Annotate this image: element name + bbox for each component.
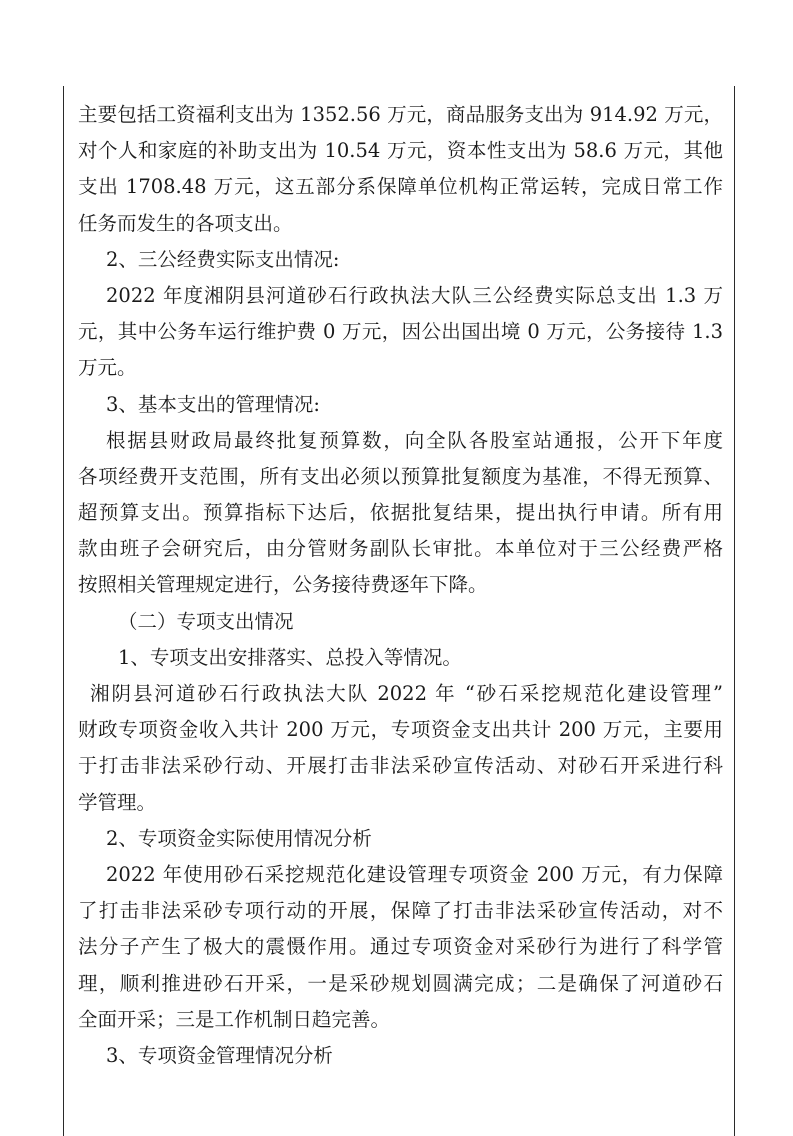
text-line: 超预算支出。预算指标下达后，依据批复结果，提出执行申请。所有用 bbox=[78, 501, 723, 525]
section-heading: 3、基本支出的管理情况: bbox=[106, 392, 320, 416]
text-line: 主要包括工资福利支出为 1352.56 万元，商品服务支出为 914.92 万元， bbox=[78, 103, 723, 126]
section-heading: 1、专项支出安排落实、总投入等情况。 bbox=[118, 645, 462, 669]
text-line: 各项经费开支范围，所有支出必须以预算批复额度为基准，不得无预算、 bbox=[78, 464, 723, 488]
document-body bbox=[78, 97, 723, 1074]
text-line: 2022 年使用砂石采挖规范化建设管理专项资金 200 万元，有力保障 bbox=[106, 862, 723, 886]
text-line: 2022 年度湘阴县河道砂石行政执法大队三公经费实际总支出 1.3 万 bbox=[106, 283, 723, 307]
text-line: 根据县财政局最终批复预算数，向全队各股室站通报，公开下年度 bbox=[106, 428, 723, 452]
text-line: 全面开采；三是工作机制日趋完善。 bbox=[78, 1007, 391, 1031]
text-line: 万元。 bbox=[78, 356, 137, 380]
text-line: 财政专项资金收入共计 200 万元，专项资金支出共计 200 万元，主要用 bbox=[78, 718, 723, 742]
text-line: 支出 1708.48 万元，这五部分系保障单位机构正常运转，完成日常工作 bbox=[78, 175, 723, 199]
text-line: 元，其中公务车运行维护费 0 万元，因公出国出境 0 万元，公务接待 1.3 bbox=[78, 320, 723, 344]
text-line: 湘阴县河道砂石行政执法大队 2022 年 “砂石采挖规范化建设管理” bbox=[90, 682, 723, 705]
text-line: 款由班子会研究后，由分管财务副队长审批。本单位对于三公经费严格 bbox=[78, 537, 723, 561]
text-line: 对个人和家庭的补助支出为 10.54 万元，资本性支出为 58.6 万元，其他 bbox=[78, 139, 723, 163]
text-line: 按照相关管理规定进行，公务接待费逐年下降。 bbox=[78, 573, 488, 597]
section-heading: 3、专项资金管理情况分析 bbox=[106, 1043, 333, 1067]
text-line: 法分子产生了极大的震慑作用。通过专项资金对采砂行为进行了科学管 bbox=[78, 935, 723, 959]
text-line: 学管理。 bbox=[78, 790, 157, 814]
section-heading: 2、三公经费实际支出情况: bbox=[106, 247, 340, 271]
text-line: 于打击非法采砂行动、开展打击非法采砂宣传活动、对砂石开采进行科 bbox=[78, 754, 723, 778]
text-line: 任务而发生的各项支出。 bbox=[78, 211, 293, 235]
text-line: 了打击非法采砂专项行动的开展，保障了打击非法采砂宣传活动，对不 bbox=[78, 899, 723, 923]
section-heading: （二）专项支出情况 bbox=[118, 609, 294, 633]
text-line: 理，顺利推进砂石开采，一是采砂规划圆满完成；二是确保了河道砂石 bbox=[78, 971, 723, 995]
section-heading: 2、专项资金实际使用情况分析 bbox=[106, 826, 372, 850]
